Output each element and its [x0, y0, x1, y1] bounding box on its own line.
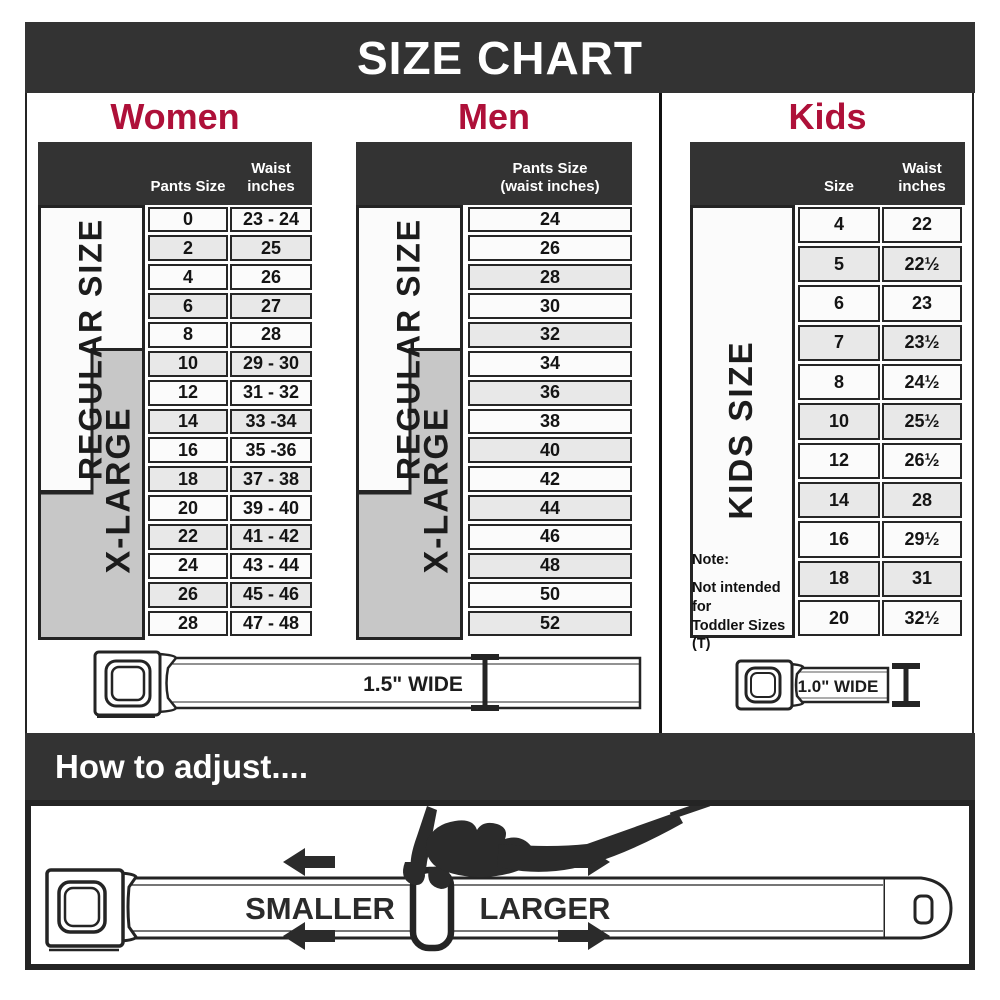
- kids-note: [692, 551, 794, 654]
- kids-belt-illustration: [680, 645, 975, 733]
- men-pants-size-cell: 46: [468, 524, 632, 550]
- women-waist-cell: 25: [230, 235, 312, 261]
- frame-right-border: [972, 93, 974, 733]
- how-to-adjust-title: How to adjust....: [55, 747, 308, 785]
- kids-size-cell: 7: [798, 325, 880, 361]
- women-pants-size-cell: 16: [148, 437, 228, 463]
- women-pants-size-cell: 4: [148, 264, 228, 290]
- kids-waist-cell: 23: [882, 285, 962, 321]
- women-waist-cell: 27: [230, 293, 312, 319]
- women-waist-cell: 33 -34: [230, 409, 312, 435]
- women-pants-size-cell: 14: [148, 409, 228, 435]
- men-pants-size-cell: 52: [468, 611, 632, 637]
- how-to-adjust-banner: [25, 733, 975, 800]
- kids-waist-cell: 23½: [882, 325, 962, 361]
- kids-waist-cell: 31: [882, 561, 962, 597]
- women-col2-header: Waist inches: [247, 159, 295, 196]
- women-pants-size-cell: 8: [148, 322, 228, 348]
- women-pants-size-cell: 10: [148, 351, 228, 377]
- men-pants-size-cell: 42: [468, 466, 632, 492]
- seatbelt-buckle-icon: [95, 652, 176, 717]
- kids-waist-cell: 29½: [882, 521, 962, 557]
- women-pants-size-cell: 22: [148, 524, 228, 550]
- adjust-diagram-panel: [25, 800, 975, 970]
- women-size-table: [148, 205, 312, 638]
- women-col1-header: Pants Size: [150, 178, 226, 196]
- kids-waist-cell: 32½: [882, 600, 962, 636]
- smaller-arrow-top-icon: [283, 848, 335, 876]
- kids-waist-cell: 22: [882, 207, 962, 243]
- men-pants-size-cell: 44: [468, 495, 632, 521]
- women-waist-cell: 43 - 44: [230, 553, 312, 579]
- men-kids-divider: [659, 93, 662, 733]
- women-pants-size-cell: 18: [148, 466, 228, 492]
- kids-seatbelt-buckle-icon: [737, 661, 803, 709]
- kids-waist-cell: 22½: [882, 246, 962, 282]
- frame-left-border: [25, 93, 27, 733]
- larger-label: LARGER: [479, 891, 611, 926]
- men-size-table: [468, 205, 632, 638]
- kids-size-cell: 16: [798, 521, 880, 557]
- men-section-title: Men: [458, 96, 530, 137]
- women-waist-cell: 41 - 42: [230, 524, 312, 550]
- kids-size-cell: 14: [798, 482, 880, 518]
- women-section-title: Women: [110, 96, 240, 137]
- women-waist-cell: 23 - 24: [230, 207, 312, 233]
- men-pants-size-cell: 32: [468, 322, 632, 348]
- women-pants-size-cell: 28: [148, 611, 228, 637]
- kids-size-cell: 5: [798, 246, 880, 282]
- women-regular-size-label: REGULAR SIZE: [72, 217, 109, 481]
- men-col-header: Pants Size (waist inches): [500, 159, 600, 196]
- men-pants-size-cell: 38: [468, 409, 632, 435]
- men-xlarge-label: X-LARGE: [417, 406, 456, 574]
- women-pants-size-cell: 12: [148, 380, 228, 406]
- kids-waist-cell: 26½: [882, 443, 962, 479]
- kids-size-label: KIDS SIZE: [722, 340, 759, 520]
- men-pants-size-cell: 24: [468, 207, 632, 233]
- men-pants-size-cell: 28: [468, 264, 632, 290]
- belt-tip-icon: [885, 878, 951, 938]
- kids-size-table: [798, 205, 962, 638]
- kids-waist-cell: 28: [882, 482, 962, 518]
- kids-note-line2: Toddler Sizes (T): [692, 617, 786, 653]
- title-banner: [25, 22, 975, 93]
- men-regular-size-label: REGULAR SIZE: [390, 217, 427, 481]
- women-pants-size-cell: 26: [148, 582, 228, 608]
- men-pants-size-cell: 50: [468, 582, 632, 608]
- men-pants-size-cell: 30: [468, 293, 632, 319]
- adult-belt-illustration: [25, 645, 660, 733]
- kids-col1-header: Size: [823, 178, 854, 196]
- women-waist-cell: 45 - 46: [230, 582, 312, 608]
- women-waist-cell: 35 -36: [230, 437, 312, 463]
- women-waist-cell: 37 - 38: [230, 466, 312, 492]
- men-pants-size-cell: 26: [468, 235, 632, 261]
- kids-size-cell: 20: [798, 600, 880, 636]
- women-waist-cell: 39 - 40: [230, 495, 312, 521]
- women-pants-size-cell: 2: [148, 235, 228, 261]
- kids-section-title: Kids: [788, 96, 867, 137]
- women-pants-size-cell: 24: [148, 553, 228, 579]
- women-pants-size-cell: 6: [148, 293, 228, 319]
- kids-size-cell: 12: [798, 443, 880, 479]
- kids-size-cell: 10: [798, 403, 880, 439]
- adjust-buckle-icon: [47, 870, 136, 950]
- women-xlarge-label: X-LARGE: [99, 406, 138, 574]
- men-pants-size-cell: 36: [468, 380, 632, 406]
- kids-waist-cell: 25½: [882, 403, 962, 439]
- women-pants-size-cell: 0: [148, 207, 228, 233]
- women-waist-cell: 28: [230, 322, 312, 348]
- men-pants-size-cell: 48: [468, 553, 632, 579]
- kids-size-cell: 8: [798, 364, 880, 400]
- men-pants-size-cell: 40: [468, 437, 632, 463]
- adjust-diagram: [31, 806, 969, 964]
- women-waist-cell: 47 - 48: [230, 611, 312, 637]
- kids-note-title: Note:: [692, 552, 730, 568]
- adult-belt-width-label: 1.5" WIDE: [363, 673, 463, 696]
- women-waist-cell: 31 - 32: [230, 380, 312, 406]
- page-title: SIZE CHART: [357, 31, 643, 84]
- women-pants-size-cell: 20: [148, 495, 228, 521]
- kids-belt-width-label: 1.0" WIDE: [797, 677, 879, 696]
- kids-col2-header: Waist inches: [898, 159, 946, 196]
- men-pants-size-cell: 34: [468, 351, 632, 377]
- kids-width-measure-icon: [892, 665, 920, 705]
- kids-note-line1: Not intended for: [692, 579, 781, 615]
- smaller-label: SMALLER: [245, 891, 395, 926]
- women-waist-cell: 29 - 30: [230, 351, 312, 377]
- kids-waist-cell: 24½: [882, 364, 962, 400]
- kids-size-cell: 18: [798, 561, 880, 597]
- kids-size-cell: 6: [798, 285, 880, 321]
- women-waist-cell: 26: [230, 264, 312, 290]
- kids-size-cell: 4: [798, 207, 880, 243]
